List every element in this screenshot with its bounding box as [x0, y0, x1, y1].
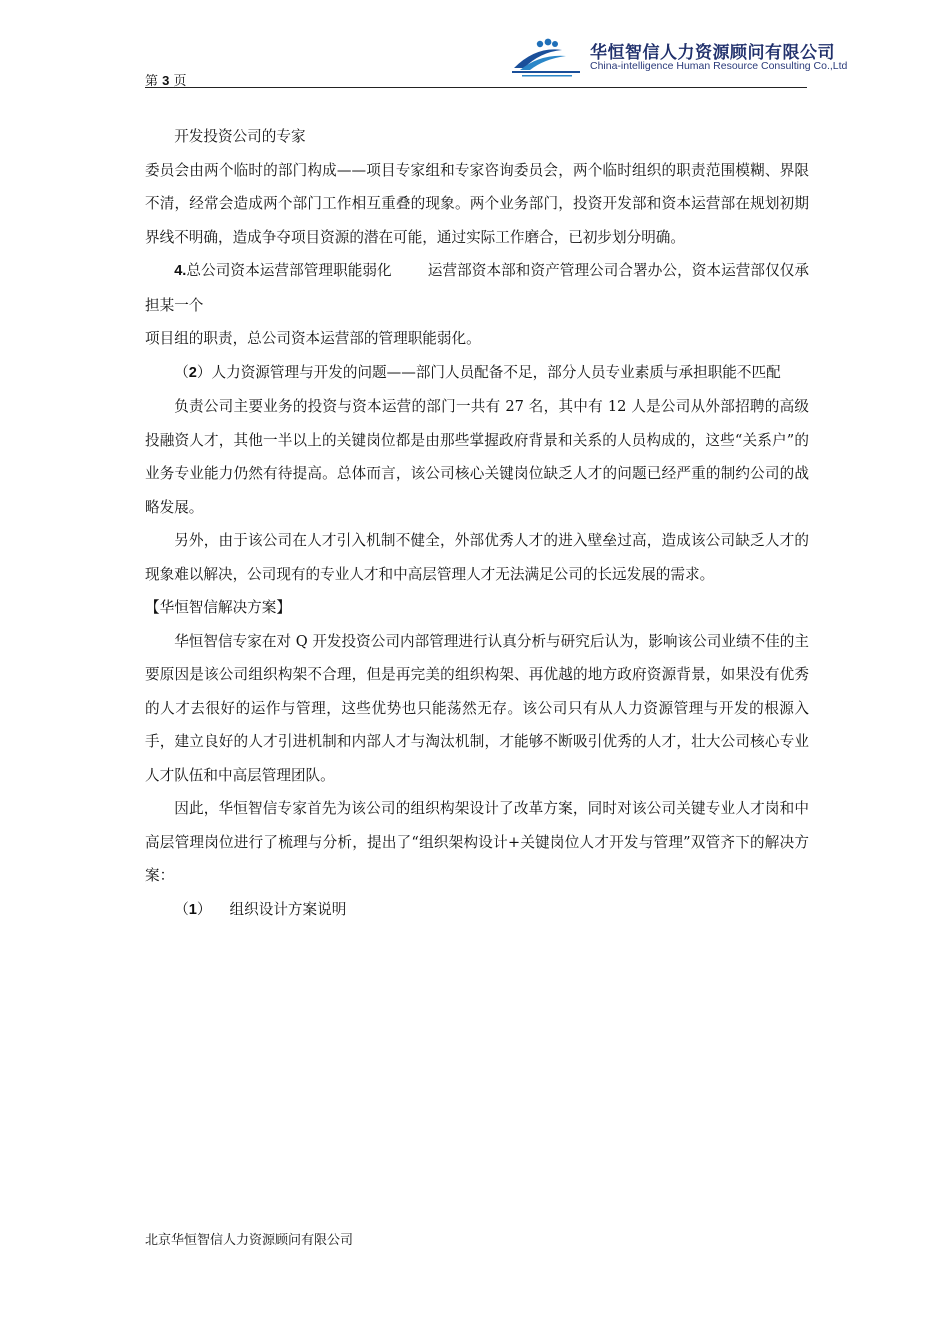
- paragraph-11: [145, 893, 809, 928]
- paragraph-10: 因此，华恒智信专家首先为该公司的组织构架设计了改革方案，同时对该公司关键专业人才岗和中高层管理岗位进行了梳理与分析，提出了“组织架构设计+关键岗位人才开发与管理”双管齐下的解决方案：: [145, 800, 809, 884]
- company-logo: [510, 34, 848, 78]
- company-name-en: China-intelligence Human Resource Consulting Co.,Ltd: [590, 60, 848, 72]
- item-1-text: 组织设计方案说明: [229, 900, 347, 918]
- logo-icon: [510, 38, 582, 78]
- item-4-text: 运营部资本部和资产管理公司合署办公，资本运营部仅仅承担某一个: [145, 262, 809, 314]
- footer-company: 北京华恒智信人力资源顾问有限公司: [145, 1233, 354, 1248]
- p5-open-paren: （: [174, 363, 189, 381]
- paragraph-5: [145, 356, 809, 391]
- solution-heading: 【华恒智信解决方案】: [145, 599, 291, 616]
- paragraph-6: 负责公司主要业务的投资与资本运营的部门一共有 27 名，其中有 12 人是公司从外部招聘的高级投融资人才，其他一半以上的关键岗位都是由那些掌握政府背景和关系的人员构成的，这些“关系户”的业务专业能力仍然有待提高。总体而言，该公司核心关键岗位缺乏人才的问题已经严重的制约公司的战略发展。: [145, 398, 809, 516]
- paragraph-4: 项目组的职责，总公司资本运营部的管理职能弱化。: [145, 330, 481, 347]
- paragraph-9: 华恒智信专家在对 Q 开发投资公司内部管理进行认真分析与研究后认为，影响该公司业绩不佳的主要原因是该公司组织构架不合理，但是再完美的组织构架、再优越的地方政府资源背景，如果没有优秀的人才去很好的运作与管理，这些优势也只能荡然无存。该公司只有从人力资源管理与开发的根源入手，建立良好的人才引进机制和内部人才与淘汰机制，才能够不断吸引优秀的人才，壮大公司核心专业人才队伍和中高层管理团队。: [145, 632, 809, 784]
- item-number-1: 1: [188, 901, 197, 918]
- item-number-2: 2: [188, 364, 197, 381]
- page-prefix: 第: [145, 74, 159, 89]
- header-rule: [145, 87, 807, 88]
- p11-open-paren: （: [174, 900, 189, 918]
- page-number-value: 3: [162, 73, 170, 88]
- paragraph-3: [145, 254, 809, 322]
- paragraph-7: 另外，由于该公司在人才引入机制不健全，外部优秀人才的进入壁垒过高，造成该公司缺乏人才的现象难以解决，公司现有的专业人才和中高层管理人才无法满足公司的长远发展的需求。: [145, 532, 809, 583]
- company-name-cn: 华恒智信人力资源顾问有限公司: [590, 43, 835, 63]
- page-suffix: 页: [173, 74, 187, 89]
- item-number-4: 4.: [174, 263, 187, 279]
- item-2-text: ）人力资源管理与开发的问题——部门人员配备不足，部分人员专业素质与承担职能不匹配: [196, 363, 781, 381]
- paragraph-2: 委员会由两个临时的部门构成——项目专家组和专家咨询委员会，两个临时组织的职责范围模糊、界限不清，经常会造成两个部门工作相互重叠的现象。两个业务部门，投资开发部和资本运营部在规划初期界线不明确，造成争夺项目资源的潜在可能，通过实际工作磨合，已初步划分明确。: [145, 161, 809, 246]
- paragraph-1: 开发投资公司的专家: [174, 128, 306, 145]
- document-body: [145, 120, 809, 927]
- item-4-title: 总公司资本运营部管理职能弱化: [186, 262, 392, 279]
- p11-close-paren: ）: [196, 900, 212, 918]
